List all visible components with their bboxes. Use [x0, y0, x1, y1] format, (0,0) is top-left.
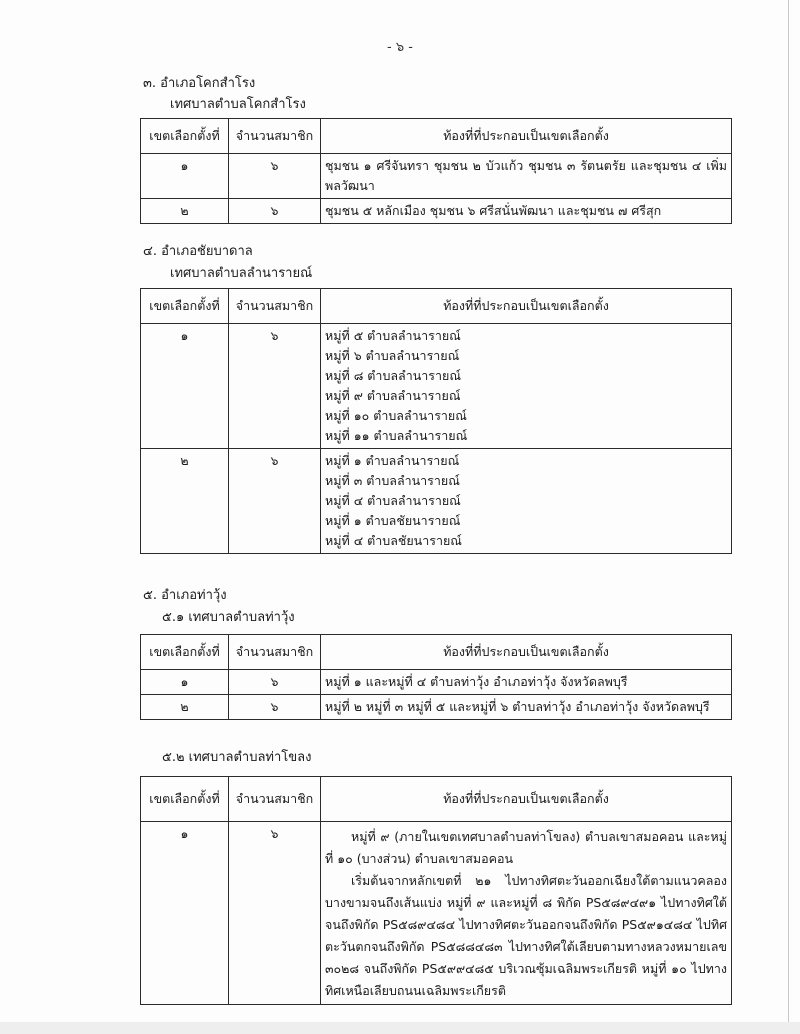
page-edge: [788, 0, 789, 1034]
table-section-5-2: [140, 776, 732, 1005]
section-5-2-subtitle: ๕.๒ เทศบาลตำบลท่าโขลง: [162, 750, 312, 765]
cell-district: ๒: [141, 695, 229, 720]
cell-members: ๖: [229, 670, 321, 695]
page-number: - ๖ -: [387, 40, 413, 55]
header-district: เขตเลือกตั้งที่: [141, 289, 229, 324]
cell-area: [321, 449, 732, 554]
cell-area: หมู่ที่ ๒ หมู่ที่ ๓ หมู่ที่ ๕ และหมู่ที่ ๖ ตำบลท่าวุ้ง อำเภอท่าวุ้ง จังหวัดลพบุรี: [321, 695, 732, 720]
area-line: หมู่ที่ ๑๐ ตำบลลำนารายณ์: [325, 408, 467, 423]
section-4-subtitle: เทศบาลตำบลลำนารายณ์: [170, 266, 313, 281]
table-row: [141, 670, 732, 695]
area-line: หมู่ที่ ๓ ตำบลลำนารายณ์: [325, 473, 460, 488]
header-district: เขตเลือกตั้งที่: [141, 635, 229, 670]
cell-district: ๒: [141, 199, 229, 224]
cell-area: ชุมชน ๕ หลักเมือง ชุมชน ๖ ศรีสนั่นพัฒนา และชุมชน ๗ ศรีสุก: [321, 199, 732, 224]
table-row: [141, 324, 732, 449]
cell-area: ชุมชน ๑ ศรีจันทรา ชุมชน ๒ บัวแก้ว ชุมชน ๓ รัตนตรัย และชุมชน ๔ เพิ่มพลวัฒนา: [321, 154, 732, 199]
cell-district: ๑: [141, 822, 229, 1005]
section-5-1-subtitle: ๕.๑ เทศบาลตำบลท่าวุ้ง: [162, 610, 295, 625]
table-header-row: [141, 635, 732, 670]
header-members: จำนวนสมาชิก: [229, 635, 321, 670]
header-area: ท้องที่ที่ประกอบเป็นเขตเลือกตั้ง: [321, 635, 732, 670]
cell-members: ๖: [229, 199, 321, 224]
section-3-title: ๓. อำเภอโคกสำโรง: [143, 76, 256, 91]
header-area: ท้องที่ที่ประกอบเป็นเขตเลือกตั้ง: [321, 777, 732, 822]
section-3-subtitle: เทศบาลตำบลโคกสำโรง: [170, 97, 306, 112]
area-line: หมู่ที่ ๘ ตำบลลำนารายณ์: [325, 368, 461, 383]
cell-members: ๖: [229, 154, 321, 199]
cell-members: ๖: [229, 822, 321, 1005]
cell-members: ๖: [229, 324, 321, 449]
table-header-row: [141, 777, 732, 822]
header-district: เขตเลือกตั้งที่: [141, 119, 229, 154]
header-members: จำนวนสมาชิก: [229, 777, 321, 822]
area-line: หมู่ที่ ๔ ตำบลลำนารายณ์: [325, 493, 461, 508]
table-header-row: [141, 119, 732, 154]
area-line: หมู่ที่ ๕ ตำบลลำนารายณ์: [325, 328, 461, 343]
cell-area: [321, 324, 732, 449]
cell-district: ๒: [141, 449, 229, 554]
area-line: หมู่ที่ ๔ ตำบลชัยนารายณ์: [325, 533, 462, 548]
cell-members: ๖: [229, 449, 321, 554]
table-header-row: [141, 289, 732, 324]
header-area: ท้องที่ที่ประกอบเป็นเขตเลือกตั้ง: [321, 119, 732, 154]
header-members: จำนวนสมาชิก: [229, 289, 321, 324]
cell-area: [321, 822, 732, 1005]
area-line: หมู่ที่ ๑๑ ตำบลลำนารายณ์: [325, 428, 468, 443]
section-4-title: ๔. อำเภอชัยบาดาล: [143, 244, 253, 259]
table-row: [141, 449, 732, 554]
table-row: [141, 822, 732, 1005]
area-line: หมู่ที่ ๑ ตำบลลำนารายณ์: [325, 453, 460, 468]
area-paragraph: หมู่ที่ ๙ (ภายในเขตเทศบาลตำบลท่าโขลง) ตำบลเขาสมอคอน และหมู่ที่ ๑๐ (บางส่วน) ตำบลเขาสมอคอน: [325, 829, 727, 866]
table-row: [141, 199, 732, 224]
table-row: [141, 154, 732, 199]
header-district: เขตเลือกตั้งที่: [141, 777, 229, 822]
area-line: หมู่ที่ ๙ ตำบลลำนารายณ์: [325, 388, 461, 403]
area-line: หมู่ที่ ๑ ตำบลชัยนารายณ์: [325, 513, 461, 528]
cell-members: ๖: [229, 695, 321, 720]
cell-district: ๑: [141, 324, 229, 449]
header-area: ท้องที่ที่ประกอบเป็นเขตเลือกตั้ง: [321, 289, 732, 324]
section-5-title: ๕. อำเภอท่าวุ้ง: [143, 588, 227, 603]
area-line: หมู่ที่ ๖ ตำบลลำนารายณ์: [325, 348, 460, 363]
header-members: จำนวนสมาชิก: [229, 119, 321, 154]
table-row: [141, 695, 732, 720]
cell-district: ๑: [141, 154, 229, 199]
cell-district: ๑: [141, 670, 229, 695]
area-paragraph: เริ่มต้นจากหลักเขตที่ ๒๑ ไปทางทิศตะวันออกเฉียงใต้ตามแนวคลองบางขามจนถึงเส้นแบ่ง หมู่ที่ ๙ และหมู่ที่ ๘ พิกัด PS๕๘๙๔๙๑ ไปทางทิศใต้จนถึงพิกัด PS๕๘๙๔๘๔ ไปทางทิศตะวันออกจนถึงพิกัด PS๕๙๑๔๘๔ ไปทิศตะวันตกจนถึงพิกัด PS๕๘๘๔๘๓ ไปทางทิศใต้เลียบตามทางหลวงหมายเลข ๓๐๒๘ จนถึงพิกัด PS๕๙๙๔๘๕ บริเวณซุ้มเฉลิมพระเกียรติ หมู่ที่ ๑๐ ไปทางทิศเหนือเลียบถนนเฉลิมพระเกียรติ: [325, 873, 727, 998]
table-section-4: [140, 288, 732, 554]
page-bottom-strip: [0, 1022, 800, 1034]
cell-area: หมู่ที่ ๑ และหมู่ที่ ๔ ตำบลท่าวุ้ง อำเภอท่าวุ้ง จังหวัดลพบุรี: [321, 670, 732, 695]
table-section-3: [140, 118, 732, 224]
table-section-5-1: [140, 634, 732, 720]
